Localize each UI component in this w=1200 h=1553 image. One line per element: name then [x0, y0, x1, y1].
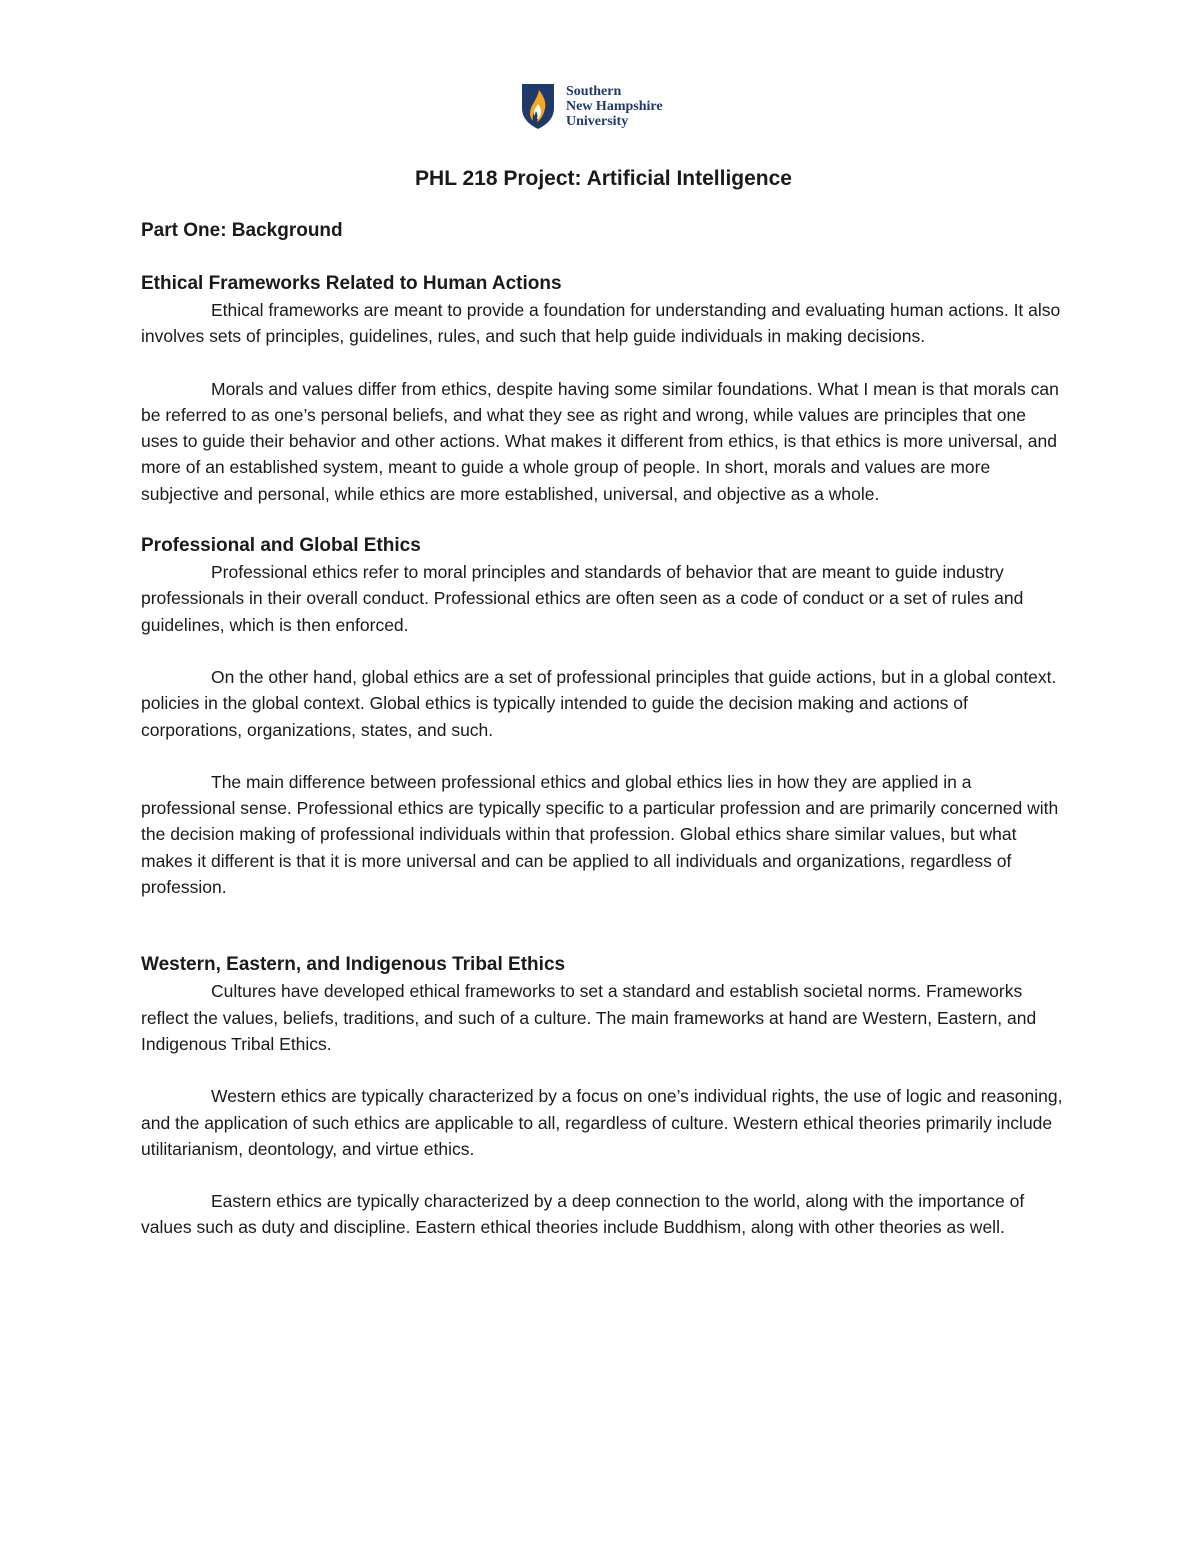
document-body [141, 163, 1066, 1241]
section-ethical-frameworks [141, 271, 1066, 507]
university-logo [520, 82, 690, 134]
section-heading: Western, Eastern, and Indigenous Tribal Ethics [141, 954, 566, 976]
paragraph: Western ethics are typically characterized by a focus on one’s individual rights, the use of logic and reasoning, and the application of such ethics are applicable to all, regardless of culture. Western ethical theories primarily include utilitarianism, deontology, and virtue ethics. [141, 1086, 1063, 1159]
flame-shield-icon [520, 82, 556, 130]
logo-line-3: University [566, 114, 629, 129]
paragraph: Ethical frameworks are meant to provide a foundation for understanding and evaluating human actions. It also involves sets of principles, guidelines, rules, and such that help guide individuals in making decisions. [141, 300, 1061, 347]
logo-line-2: New Hampshire [566, 99, 663, 114]
paragraph: Eastern ethics are typically characterized by a deep connection to the world, along with the importance of values such as duty and discipline. Eastern ethical theories include Buddhism, along with other theories as well. [141, 1191, 1025, 1238]
university-name [566, 84, 663, 129]
section-western-eastern-tribal-ethics [141, 952, 1066, 1240]
paragraph: On the other hand, global ethics are a set of professional principles that guide actions, but in a global context. policies in the global context. Global ethics is typically intended to guide the decision making and actions of corporations, organizations, states, and such. [141, 666, 1057, 740]
paragraph: The main difference between professional ethics and global ethics lies in how they are applied in a professional sense. Professional ethics are typically specific to a particular profession and are primarily concerned with the decision making of professional individuals within that profession. Global ethics share similar values, but what makes it different is that it is more universal and can be applied to all individuals and organizations, regardless of profession. [141, 771, 1059, 898]
part-heading: Part One: Background [141, 220, 343, 241]
section-heading: Ethical Frameworks Related to Human Actions [141, 273, 562, 294]
paragraph: Professional ethics refer to moral principles and standards of behavior that are meant to guide industry professionals in their overall conduct. Professional ethics are often seen as a code of conduct or a set of rules and guidelines, which is then enforced. [141, 562, 1024, 635]
document-title: PHL 218 Project: Artificial Intelligence [415, 167, 792, 190]
section-heading: Professional and Global Ethics [141, 535, 421, 557]
section-professional-global-ethics [141, 533, 1066, 900]
paragraph: Cultures have developed ethical frameworks to set a standard and establish societal norms. Frameworks reflect the values, beliefs, traditions, and such of a culture. The main frameworks at hand are Western, Eastern, and Indigenous Tribal Ethics. [141, 981, 1037, 1054]
paragraph: Morals and values differ from ethics, despite having some similar foundations. What I mean is that morals can be referred to as one’s personal beliefs, and what they see as right and wrong, while values are principles that one uses to guide their behavior and other actions. What makes it different from ethics, is that ethics is more universal, and more of an established system, meant to guide a whole group of people. In short, morals and values are more subjective and personal, while ethics are more established, universal, and objective as a whole. [141, 378, 1059, 504]
logo-line-1: Southern [566, 84, 622, 99]
